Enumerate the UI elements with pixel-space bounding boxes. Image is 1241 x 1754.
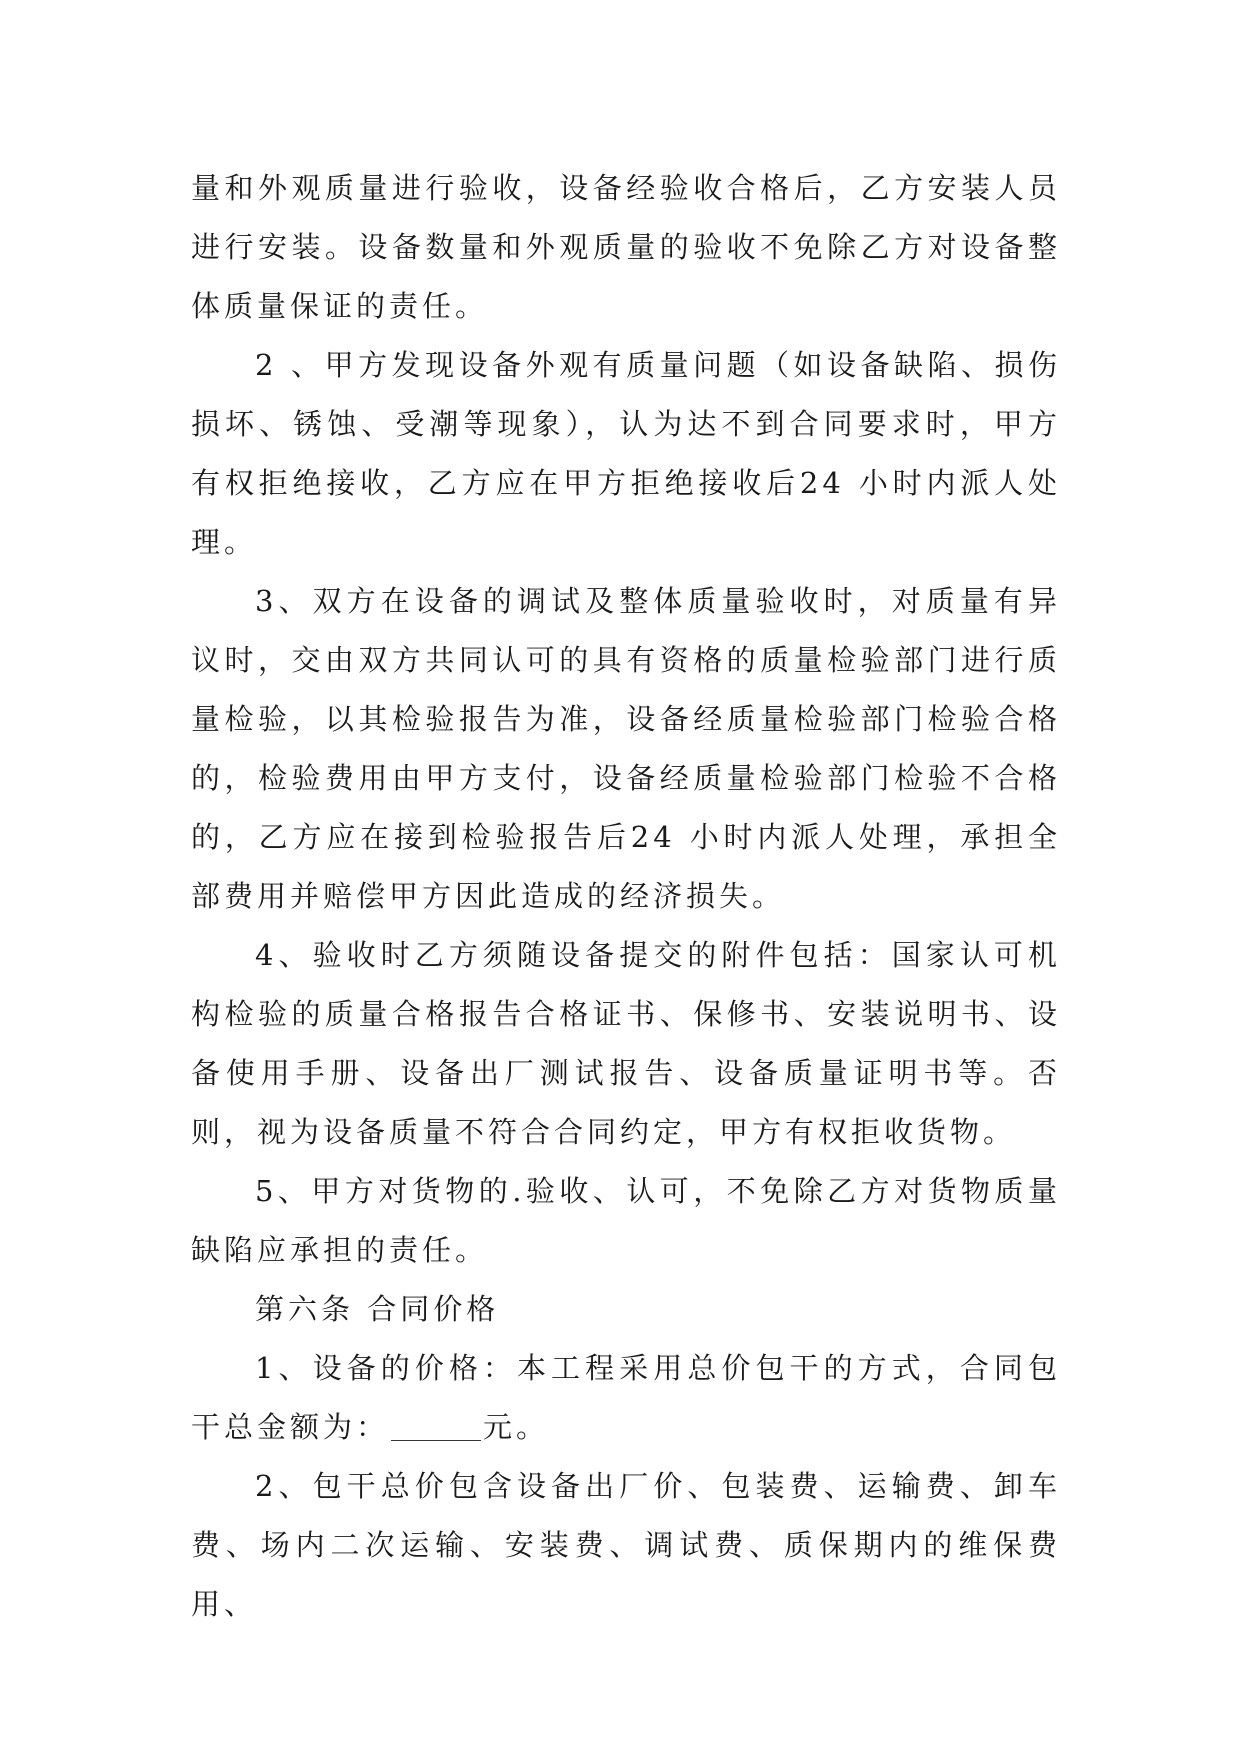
document-body [191, 159, 1061, 1634]
price-clause-text: 1、设备的价格：本工程采用总价包干的方式，合同包干总金额为： [191, 1351, 1061, 1444]
paragraph-clause-3: 3、双方在设备的调试及整体质量验收时，对质量有异议时，交由双方共同认可的具有资格的质量检验部门进行质量检验，以其检验报告为准，设备经质量检验部门检验合格的，检验费用由甲方支付，设备经质量检验部门检验不合格的，乙方应在接到检验报告后24 小时内派人处理，承担全部费用并赔偿甲方因此造成的经济损失。 [191, 584, 1061, 913]
paragraph-acceptance-continued: 量和外观质量进行验收，设备经验收合格后，乙方安装人员进行安装。设备数量和外观质量的验收不免除乙方对设备整体质量保证的责任。 [191, 171, 1061, 323]
paragraph-price-clause-1 [191, 1339, 1061, 1457]
paragraph-clause-2: 2 、甲方发现设备外观有质量问题（如设备缺陷、损伤损坏、锈蚀、受潮等现象），认为达不到合同要求时，甲方有权拒绝接收，乙方应在甲方拒绝接收后24 小时内派人处理。 [191, 348, 1061, 559]
price-clause-unit: 元。 [483, 1410, 550, 1444]
article-six-heading: 第六条 合同价格 [255, 1292, 500, 1326]
paragraph-clause-4: 4、验收时乙方须随设备提交的附件包括：国家认可机构检验的质量合格报告合格证书、保修书、安装说明书、设备使用手册、设备出厂测试报告、设备质量证明书等。否则，视为设备质量不符合合同约定，甲方有权拒收货物。 [191, 938, 1061, 1149]
paragraph-price-clause-2: 2、包干总价包含设备出厂价、包装费、运输费、卸车费、场内二次运输、安装费、调试费、质保期内的维保费用、 [191, 1469, 1061, 1621]
price-amount-blank [391, 1410, 481, 1441]
paragraph-clause-5: 5、甲方对货物的.验收、认可，不免除乙方对货物质量缺陷应承担的责任。 [191, 1174, 1061, 1267]
